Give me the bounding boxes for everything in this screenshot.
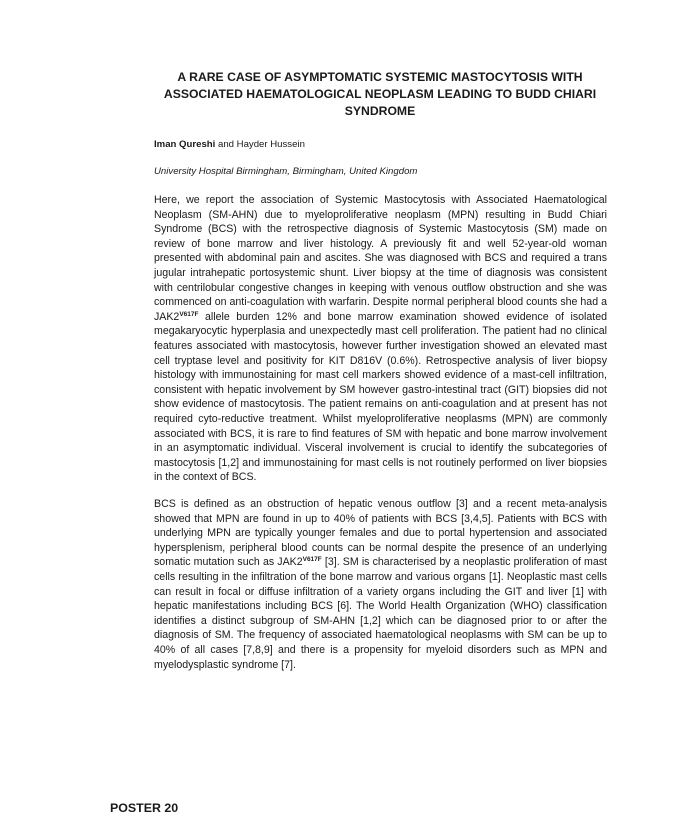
paragraph-2-text-a: BCS is defined as an obstruction of hepatic venous outflow [3] and a recent meta-analysis showed that MPN are found in up to 40% of patients with BCS [3,4,5]. Patients with BCS with underlying MPN are typically younger females and due to portal hypertension and associated hypersplenism, peripheral blood counts can be normal despite the presence of an underlying somatic mutation such as JAK2	[154, 498, 607, 569]
paragraph-1-text-b: allele burden 12% and bone marrow examination showed evidence of isolated megakaryocytic hyperplasia and unexpectedly mast cell proliferation. The patient had no clinical features associated with mastocytosis, however further investigation showed an elevated mast cell tryptase level and positivity for KIT D816V (0.6%). Retrospective analysis of liver biopsy histology with immunostaining for mast cell markers showed evidence of a mast-cell infiltration, consistent with hepatic involvement by SM however gastro-intestinal tract (GIT) biopsies did not show evidence of mastocytosis. The patient remains on anti-coagulation and at present has not required cyto-reductive treatment. Whilst myeloproliferative neoplasms (MPN) are commonly associated with BCS, it is rare to find features of SM with hepatic and bone marrow involvement in an asymptomatic individual. Visceral involvement is crucial to identify the subcategories of mastocytosis [1,2] and immunostaining for mast cells is not routinely performed on liver biopsies in the context of BCS.	[154, 310, 607, 484]
jak2-superscript-2: V617F	[302, 556, 322, 564]
paragraph-2-text-b: [3]. SM is characterised by a neoplastic proliferation of mast cells resulting in the infiltration of the bone marrow and various organs [1]. Neoplastic mast cells can result in focal or diffuse infiltration of a variety organs including the GIT and liver [1] with hepatic manifestations including BCS [6]. The World Health Organization (WHO) classification identifies a distinct subgroup of SM-AHN [1,2] which can be diagnosed prior to or after the diagnosis of SM. The frequency of associated haematological neoplasms with SM can be up to 40% of all cases [7,8,9] and there is a propensity for myeloid disorders such as MPN and myelodysplastic syndrome [7].	[154, 556, 608, 671]
poster-number: POSTER 20	[110, 801, 179, 815]
presenting-author: Iman Qureshi	[154, 139, 216, 150]
author-list	[154, 139, 305, 150]
article-title: A RARE CASE OF ASYMPTOMATIC SYSTEMIC MASTOCYTOSIS WITH ASSOCIATED HAEMATOLOGICAL NEOPLASM LEADING TO BUDD CHIARI SYNDROME	[163, 70, 597, 118]
jak2-superscript-1: V617F	[179, 310, 199, 318]
paragraph-1-text-a: Here, we report the association of Systemic Mastocytosis with Associated Haematological Neoplasm (SM-AHN) due to myeloproliferative neoplasm (MPN) resulting in Budd Chiari Syndrome (BCS) with the retrospective diagnosis of Systemic Mastocytosis (SM) made on review of bone marrow and liver histology. A previously fit and well 52-year-old woman presented with abdominal pain and ascites. She was diagnosed with BCS and required a trans jugular intrahepatic portosystemic shunt. Liver biopsy at the time of diagnosis was consistent with centrilobular congestive changes in keeping with venous outflow obstruction and she was commenced on anti-coagulation with warfarin. Despite normal peripheral blood counts she had a JAK2	[154, 194, 607, 323]
abstract-paragraph-1	[154, 193, 607, 485]
co-author: and Hayder Hussein	[215, 139, 305, 150]
affiliation: University Hospital Birmingham, Birmingham, United Kingdom	[154, 166, 418, 177]
abstract-paragraph-2	[154, 497, 607, 672]
